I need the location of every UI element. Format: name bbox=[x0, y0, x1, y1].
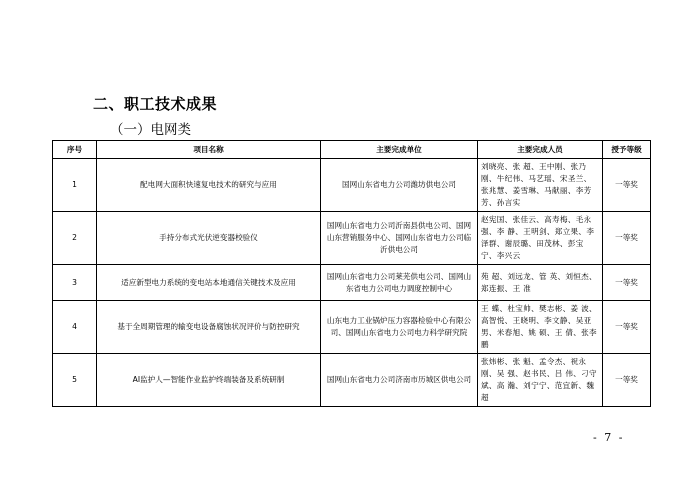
table-row bbox=[53, 159, 651, 212]
award-level: 一等奖 bbox=[603, 301, 651, 354]
completing-unit: 国网山东省电力公司沂南县供电公司、国网山东营销服务中心、国网山东省电力公司临沂供电公司 bbox=[321, 212, 478, 265]
results-table bbox=[52, 140, 651, 407]
table-header-row bbox=[53, 141, 651, 159]
project-name: AI监护人—智能作业监护终端装备及系统研制 bbox=[97, 354, 321, 407]
award-level: 一等奖 bbox=[603, 354, 651, 407]
project-name: 基于全周期管理的输变电设备腐蚀状况评价与防控研究 bbox=[97, 301, 321, 354]
project-name: 适应新型电力系统的变电站本地通信关键技术及应用 bbox=[97, 265, 321, 301]
table-row bbox=[53, 354, 651, 407]
completing-people: 刘晓亮、张 超、王中刚、张乃刚、牛纪伟、马艺瑶、宋圣兰、张兆慧、姜雪琳、马献丽、李芳芳、孙言实 bbox=[478, 159, 603, 212]
completing-unit: 国网山东省电力公司济南市历城区供电公司 bbox=[321, 354, 478, 407]
header-unit: 主要完成单位 bbox=[321, 141, 478, 159]
subsection-heading: （一）电网类 bbox=[110, 122, 191, 138]
award-level: 一等奖 bbox=[603, 212, 651, 265]
header-people: 主要完成人员 bbox=[478, 141, 603, 159]
row-number: 5 bbox=[53, 354, 97, 407]
table-row bbox=[53, 265, 651, 301]
award-level: 一等奖 bbox=[603, 159, 651, 212]
row-number: 1 bbox=[53, 159, 97, 212]
completing-people: 赵宪国、张佳云、高寿梅、毛永强、李 静、王明剑、郑立果、李泽群、谢辰璐、田茂林、彭宝宁、李兴云 bbox=[478, 212, 603, 265]
header-no: 序号 bbox=[53, 141, 97, 159]
project-name: 配电网大面积快速复电技术的研究与应用 bbox=[97, 159, 321, 212]
page-number: - 7 - bbox=[593, 431, 625, 444]
header-level: 授予等级 bbox=[603, 141, 651, 159]
table-row bbox=[53, 212, 651, 265]
section-heading: 二、职工技术成果 bbox=[93, 95, 218, 113]
award-level: 一等奖 bbox=[603, 265, 651, 301]
project-name: 手持分布式光伏逆变器校验仪 bbox=[97, 212, 321, 265]
header-project: 项目名称 bbox=[97, 141, 321, 159]
row-number: 3 bbox=[53, 265, 97, 301]
completing-people: 苑 超、刘远龙、管 英、刘恒杰、郑连振、王 准 bbox=[478, 265, 603, 301]
completing-people: 张炜彬、张 魁、孟令杰、祝永刚、吴 强、赵书民、吕 伟、刁守斌、高 瀚、刘宁宁、范宜新、魏 超 bbox=[478, 354, 603, 407]
row-number: 2 bbox=[53, 212, 97, 265]
completing-unit: 国网山东省电力公司潍坊供电公司 bbox=[321, 159, 478, 212]
table-row bbox=[53, 301, 651, 354]
completing-unit: 国网山东省电力公司莱芜供电公司、国网山东省电力公司电力调度控制中心 bbox=[321, 265, 478, 301]
completing-people: 王 蝶、杜宝帅、樊志彬、姜 波、高智悦、王晓明、李文静、吴亚男、米春旭、姚 硕、王 倩、张李鹏 bbox=[478, 301, 603, 354]
row-number: 4 bbox=[53, 301, 97, 354]
completing-unit: 山东电力工业锅炉压力容器检验中心有限公司、国网山东省电力公司电力科学研究院 bbox=[321, 301, 478, 354]
